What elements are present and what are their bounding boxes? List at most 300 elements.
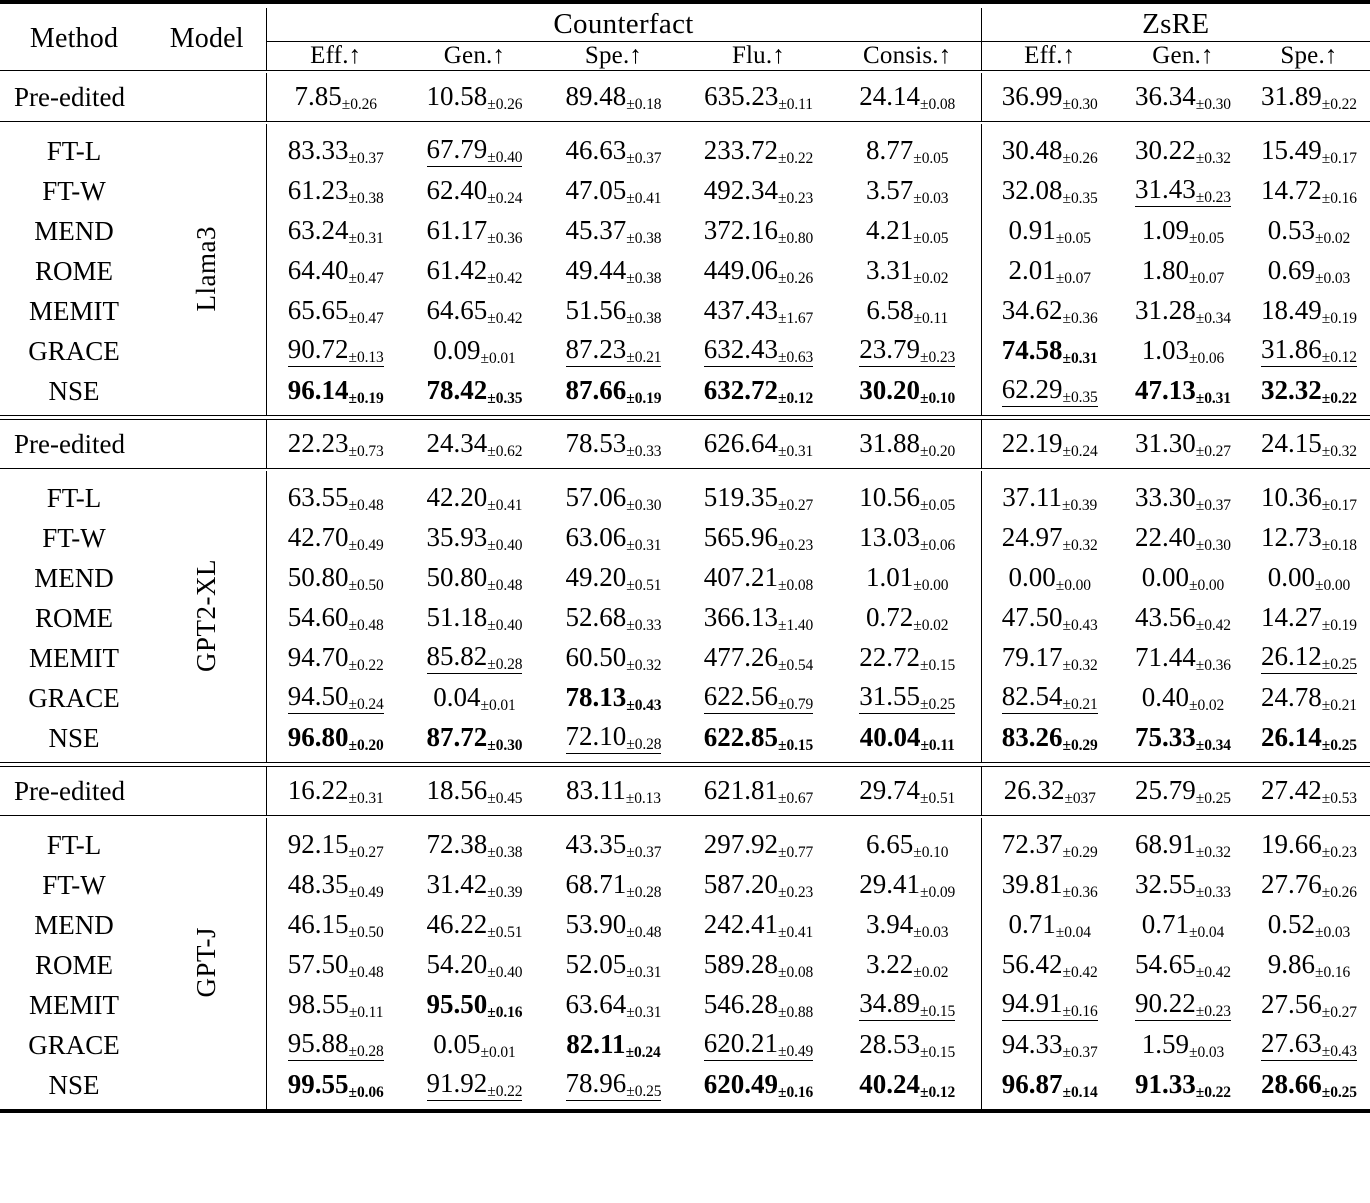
value-error: ±0.00: [1315, 577, 1351, 595]
metric-value: [1118, 638, 1248, 678]
value-mean: 90.72: [287, 333, 349, 364]
metric-value: [266, 371, 405, 411]
value-mean: 24.14: [859, 81, 921, 112]
value-mean: 63.64: [565, 989, 627, 1020]
metric-value: [683, 291, 834, 331]
table-spacer: [0, 471, 1370, 478]
metric-value: [981, 558, 1118, 598]
value-error: ±037: [1064, 790, 1096, 808]
value-error: ±0.73: [348, 443, 384, 461]
metric-value: [834, 291, 981, 331]
metric-value: [405, 420, 544, 469]
metric-value: [1248, 251, 1370, 291]
value-mean: 10.58: [426, 81, 488, 112]
value-mean: 0.71: [1008, 909, 1056, 940]
value-error: ±0.24: [1062, 443, 1098, 461]
metric-value: [834, 131, 981, 171]
value-error: ±0.31: [626, 537, 662, 555]
value-mean: 57.50: [287, 949, 349, 980]
value-error: ±0.18: [1321, 537, 1357, 555]
row-label-method: MEND: [34, 562, 114, 593]
value-error: ±0.16: [1321, 190, 1357, 208]
metric-value: [683, 638, 834, 678]
metric-value: [266, 171, 405, 211]
metric-value: [981, 985, 1118, 1025]
value-error: ±0.36: [1062, 310, 1098, 328]
value-error: ±0.42: [1062, 964, 1098, 982]
value-error: ±0.49: [348, 884, 384, 902]
column-header-counterfact-spe: Spe.↑: [584, 42, 643, 69]
metric-value: [834, 638, 981, 678]
value-error: ±0.22: [778, 150, 814, 168]
value-mean: 27.56: [1261, 989, 1322, 1020]
value-mean: 71.44: [1135, 642, 1196, 673]
metric-value: [544, 825, 683, 865]
value-mean: 546.28: [703, 989, 779, 1020]
metric-value: [683, 211, 834, 251]
value-mean: 46.15: [287, 909, 349, 940]
row-label-method: ROME: [34, 255, 113, 286]
value-error: ±0.37: [626, 844, 662, 862]
value-error: ±0.08: [778, 577, 814, 595]
value-mean: 36.34: [1135, 81, 1196, 112]
metric-value: [405, 291, 544, 331]
value-error: ±0.42: [1195, 964, 1231, 982]
metric-value: [1248, 638, 1370, 678]
metric-value: [544, 291, 683, 331]
value-mean: 620.49: [703, 1069, 779, 1100]
value-error: ±0.27: [778, 497, 814, 515]
value-mean: 35.93: [426, 522, 488, 553]
value-error: ±0.31: [348, 790, 384, 808]
value-error: ±0.32: [1195, 150, 1231, 168]
value-mean: 47.50: [1001, 602, 1063, 633]
value-mean: 27.63: [1261, 1027, 1322, 1058]
metric-value: [834, 331, 981, 371]
value-mean: 28.53: [859, 1029, 921, 1060]
metric-value: [1248, 1065, 1370, 1105]
metric-value: [1248, 945, 1370, 985]
metric-value: [683, 825, 834, 865]
metric-value: [834, 478, 981, 518]
value-mean: 79.17: [1001, 642, 1063, 673]
value-error: ±0.38: [348, 190, 384, 208]
row-label-method: MEMIT: [29, 295, 119, 326]
value-error: ±0.51: [487, 924, 523, 942]
value-mean: 18.49: [1261, 295, 1322, 326]
metric-value: [405, 73, 544, 122]
metric-value: [1248, 478, 1370, 518]
value-mean: 519.35: [703, 482, 779, 513]
value-mean: 24.15: [1261, 428, 1322, 459]
metric-value: [266, 291, 405, 331]
value-mean: 407.21: [703, 562, 779, 593]
metric-value: [834, 825, 981, 865]
metric-value: [1118, 478, 1248, 518]
value-mean: 33.30: [1135, 482, 1196, 513]
value-mean: 32.32: [1261, 375, 1322, 406]
metric-value: [266, 718, 405, 758]
value-mean: 587.20: [703, 869, 779, 900]
value-error: ±0.00: [1189, 577, 1225, 595]
value-error: ±0.30: [626, 497, 662, 515]
metric-value: [1118, 678, 1248, 718]
value-mean: 8.77: [866, 135, 914, 166]
metric-value: [683, 718, 834, 758]
row-label-method: MEND: [34, 909, 114, 940]
value-mean: 56.42: [1001, 949, 1063, 980]
value-error: ±0.32: [1062, 657, 1098, 675]
value-error: ±0.42: [487, 270, 523, 288]
value-error: ±0.48: [348, 617, 384, 635]
value-error: ±0.14: [1062, 1084, 1098, 1102]
value-error: ±0.23: [920, 348, 956, 366]
metric-value: [266, 420, 405, 469]
value-mean: 83.26: [1001, 722, 1063, 753]
value-error: ±0.39: [1062, 497, 1098, 515]
value-error: ±0.36: [487, 230, 523, 248]
metric-value: [683, 865, 834, 905]
value-error: ±0.02: [1315, 230, 1351, 248]
metric-value: [266, 331, 405, 371]
value-mean: 31.30: [1135, 428, 1196, 459]
metric-value: [1248, 131, 1370, 171]
metric-value: [266, 1025, 405, 1065]
value-mean: 1.80: [1141, 255, 1190, 286]
value-error: ±0.41: [487, 497, 523, 515]
value-error: ±0.12: [778, 390, 814, 408]
table-row: [0, 825, 1370, 865]
value-error: ±0.28: [626, 735, 662, 753]
value-error: ±0.28: [487, 655, 523, 673]
value-error: ±0.48: [348, 964, 384, 982]
value-error: ±0.03: [1189, 1044, 1225, 1062]
value-error: ±0.32: [626, 657, 662, 675]
value-error: ±0.26: [1321, 884, 1357, 902]
value-mean: 31.55: [859, 680, 921, 711]
table-row: [0, 478, 1370, 518]
value-error: ±0.26: [341, 96, 377, 114]
value-mean: 14.27: [1261, 602, 1322, 633]
value-mean: 0.72: [866, 602, 914, 633]
value-mean: 34.89: [859, 987, 921, 1018]
model-name-rotated: GPT-J: [191, 927, 222, 998]
value-mean: 22.23: [287, 428, 349, 459]
value-mean: 565.96: [703, 522, 779, 553]
value-error: ±0.40: [487, 148, 523, 166]
value-mean: 437.43: [703, 295, 779, 326]
metric-value: [1118, 291, 1248, 331]
value-mean: 45.37: [565, 215, 627, 246]
value-mean: 94.70: [287, 642, 349, 673]
value-error: ±0.02: [1189, 697, 1225, 715]
value-error: ±0.24: [625, 1044, 661, 1062]
row-group-label-model: [148, 478, 266, 758]
value-mean: 47.13: [1135, 375, 1196, 406]
value-mean: 82.11: [566, 1029, 626, 1060]
value-mean: 36.99: [1001, 81, 1063, 112]
value-error: ±0.25: [1195, 790, 1231, 808]
metric-value: [1118, 73, 1248, 122]
value-error: ±0.77: [778, 844, 814, 862]
table-header-groups: [0, 8, 1370, 42]
value-error: ±0.01: [480, 350, 516, 368]
value-error: ±0.45: [487, 790, 523, 808]
value-mean: 49.44: [565, 255, 627, 286]
metric-value: [1248, 420, 1370, 469]
value-mean: 10.36: [1261, 482, 1322, 513]
value-error: ±0.22: [1195, 1084, 1231, 1102]
value-mean: 31.42: [426, 869, 488, 900]
value-error: ±0.47: [348, 310, 384, 328]
value-error: ±0.07: [1055, 270, 1091, 288]
value-mean: 29.74: [859, 775, 921, 806]
metric-value: [1118, 131, 1248, 171]
metric-value: [834, 420, 981, 469]
table-rule: [0, 1111, 1370, 1117]
value-mean: 63.06: [565, 522, 627, 553]
value-mean: 626.64: [703, 428, 779, 459]
value-error: ±0.25: [920, 695, 956, 713]
metric-value: [266, 1065, 405, 1105]
value-error: ±0.47: [348, 270, 384, 288]
value-error: ±0.54: [778, 657, 814, 675]
value-error: ±0.50: [348, 577, 384, 595]
metric-value: [981, 331, 1118, 371]
value-error: ±0.16: [778, 1084, 814, 1102]
metric-value: [266, 945, 405, 985]
table-row-preedited: [0, 767, 1370, 816]
row-label-preedited: Pre-edited: [14, 81, 125, 112]
value-mean: 83.33: [287, 135, 349, 166]
value-mean: 53.90: [565, 909, 627, 940]
column-header-method: Method: [29, 23, 119, 54]
value-mean: 64.65: [426, 295, 488, 326]
value-error: ±0.51: [626, 577, 662, 595]
value-mean: 90.22: [1135, 987, 1196, 1018]
value-error: ±0.23: [1195, 188, 1231, 206]
value-error: ±0.04: [1055, 924, 1091, 942]
value-mean: 19.66: [1261, 829, 1322, 860]
value-mean: 28.66: [1261, 1069, 1322, 1100]
metric-value: [834, 1065, 981, 1105]
value-error: ±0.07: [1189, 270, 1225, 288]
metric-value: [266, 865, 405, 905]
value-mean: 94.91: [1001, 987, 1063, 1018]
metric-value: [1118, 825, 1248, 865]
value-mean: 25.79: [1135, 775, 1196, 806]
metric-value: [683, 767, 834, 816]
value-mean: 92.15: [287, 829, 349, 860]
row-label-method: ROME: [34, 949, 113, 980]
value-mean: 78.53: [565, 428, 627, 459]
value-mean: 96.87: [1001, 1069, 1063, 1100]
value-mean: 620.21: [703, 1027, 779, 1058]
metric-value: [981, 251, 1118, 291]
value-mean: 632.43: [703, 333, 779, 364]
value-mean: 61.42: [426, 255, 488, 286]
metric-value: [405, 211, 544, 251]
value-mean: 10.56: [859, 482, 921, 513]
metric-value: [266, 598, 405, 638]
value-mean: 0.91: [1008, 215, 1056, 246]
value-mean: 72.38: [426, 829, 488, 860]
value-error: ±0.05: [1055, 230, 1091, 248]
value-error: ±0.26: [1062, 150, 1098, 168]
metric-value: [834, 718, 981, 758]
value-error: ±0.17: [1321, 150, 1357, 168]
value-mean: 3.57: [866, 175, 914, 206]
metric-value: [266, 131, 405, 171]
value-error: ±0.40: [487, 964, 523, 982]
value-error: ±0.25: [626, 1082, 662, 1100]
metric-value: [834, 558, 981, 598]
column-header-counterfact-eff: Eff.↑: [266, 42, 405, 71]
value-mean: 52.68: [565, 602, 627, 633]
value-error: ±0.29: [1062, 844, 1098, 862]
value-error: ±0.33: [1195, 884, 1231, 902]
metric-value: [981, 73, 1118, 122]
metric-value: [981, 478, 1118, 518]
value-error: ±0.42: [487, 310, 523, 328]
value-error: ±0.22: [348, 657, 384, 675]
value-error: ±0.26: [487, 96, 523, 114]
metric-value: [834, 211, 981, 251]
value-mean: 6.65: [866, 829, 914, 860]
metric-value: [683, 73, 834, 122]
value-mean: 46.63: [565, 135, 627, 166]
value-error: ±0.22: [1321, 390, 1357, 408]
metric-value: [1248, 331, 1370, 371]
value-error: ±0.19: [1321, 617, 1357, 635]
value-mean: 95.50: [426, 989, 488, 1020]
row-label-method: NSE: [48, 375, 100, 406]
metric-value: [981, 371, 1118, 411]
value-error: ±0.34: [1195, 310, 1231, 328]
value-mean: 63.24: [287, 215, 349, 246]
value-mean: 27.42: [1261, 775, 1322, 806]
value-mean: 50.80: [287, 562, 349, 593]
value-error: ±0.30: [1195, 537, 1231, 555]
value-mean: 83.11: [566, 775, 626, 806]
value-error: ±0.35: [487, 390, 523, 408]
metric-value: [834, 905, 981, 945]
value-error: ±0.32: [1321, 443, 1357, 461]
metric-value: [544, 767, 683, 816]
value-mean: 63.55: [287, 482, 349, 513]
value-error: ±0.08: [920, 96, 956, 114]
value-error: ±0.36: [1195, 657, 1231, 675]
metric-value: [1118, 558, 1248, 598]
metric-value: [1248, 767, 1370, 816]
metric-value: [405, 985, 544, 1025]
value-mean: 242.41: [703, 909, 779, 940]
value-error: ±0.01: [480, 1044, 516, 1062]
metric-value: [1118, 767, 1248, 816]
value-error: ±0.13: [348, 348, 384, 366]
value-mean: 13.03: [859, 522, 921, 553]
value-mean: 22.40: [1135, 522, 1196, 553]
value-mean: 65.65: [287, 295, 349, 326]
value-mean: 62.40: [426, 175, 488, 206]
row-label-method: FT-L: [46, 482, 102, 513]
value-error: ±0.24: [487, 190, 523, 208]
value-error: ±0.05: [920, 497, 956, 515]
metric-value: [683, 331, 834, 371]
value-mean: 61.17: [426, 215, 488, 246]
value-error: ±0.67: [778, 790, 814, 808]
value-mean: 94.50: [287, 680, 349, 711]
value-error: ±0.51: [920, 790, 956, 808]
value-error: ±0.15: [920, 1002, 956, 1020]
value-error: ±0.19: [1321, 310, 1357, 328]
value-mean: 29.41: [859, 869, 921, 900]
value-mean: 87.23: [565, 333, 627, 364]
value-error: ±0.30: [1062, 96, 1098, 114]
value-mean: 24.34: [426, 428, 488, 459]
value-error: ±0.08: [778, 964, 814, 982]
value-error: ±0.16: [487, 1004, 523, 1022]
value-error: ±0.37: [348, 150, 384, 168]
metric-value: [683, 131, 834, 171]
value-mean: 82.54: [1001, 680, 1063, 711]
value-mean: 622.56: [703, 680, 779, 711]
value-error: ±0.48: [487, 577, 523, 595]
value-error: ±0.88: [778, 1004, 814, 1022]
value-mean: 62.29: [1001, 373, 1063, 404]
metric-value: [834, 1025, 981, 1065]
value-mean: 43.35: [565, 829, 627, 860]
value-error: ±0.43: [1321, 1042, 1357, 1060]
value-error: ±0.38: [626, 310, 662, 328]
value-error: ±0.05: [913, 230, 949, 248]
value-mean: 2.01: [1008, 255, 1056, 286]
metric-value: [405, 678, 544, 718]
table-row-preedited: [0, 420, 1370, 469]
value-mean: 31.43: [1135, 173, 1196, 204]
value-error: ±0.17: [1321, 497, 1357, 515]
value-error: ±0.63: [778, 348, 814, 366]
metric-value: [1118, 518, 1248, 558]
value-error: ±0.49: [348, 537, 384, 555]
metric-value: [266, 985, 405, 1025]
value-mean: 91.92: [426, 1067, 488, 1098]
value-mean: 26.32: [1003, 775, 1065, 806]
metric-value: [981, 211, 1118, 251]
metric-value: [266, 678, 405, 718]
value-mean: 95.88: [287, 1027, 349, 1058]
metric-value: [1118, 1065, 1248, 1105]
metric-value: [544, 945, 683, 985]
metric-value: [981, 131, 1118, 171]
value-mean: 14.72: [1261, 175, 1322, 206]
metric-value: [683, 985, 834, 1025]
row-label-preedited: Pre-edited: [14, 775, 125, 806]
value-mean: 67.79: [426, 133, 488, 164]
value-error: ±0.40: [487, 617, 523, 635]
metric-value: [1248, 1025, 1370, 1065]
metric-value: [544, 518, 683, 558]
value-error: ±0.42: [1195, 617, 1231, 635]
value-mean: 46.22: [426, 909, 488, 940]
metric-value: [405, 251, 544, 291]
metric-value: [544, 1065, 683, 1105]
value-mean: 30.48: [1001, 135, 1063, 166]
metric-value: [405, 598, 544, 638]
metric-value: [834, 985, 981, 1025]
value-error: ±0.36: [1062, 884, 1098, 902]
metric-value: [981, 598, 1118, 638]
